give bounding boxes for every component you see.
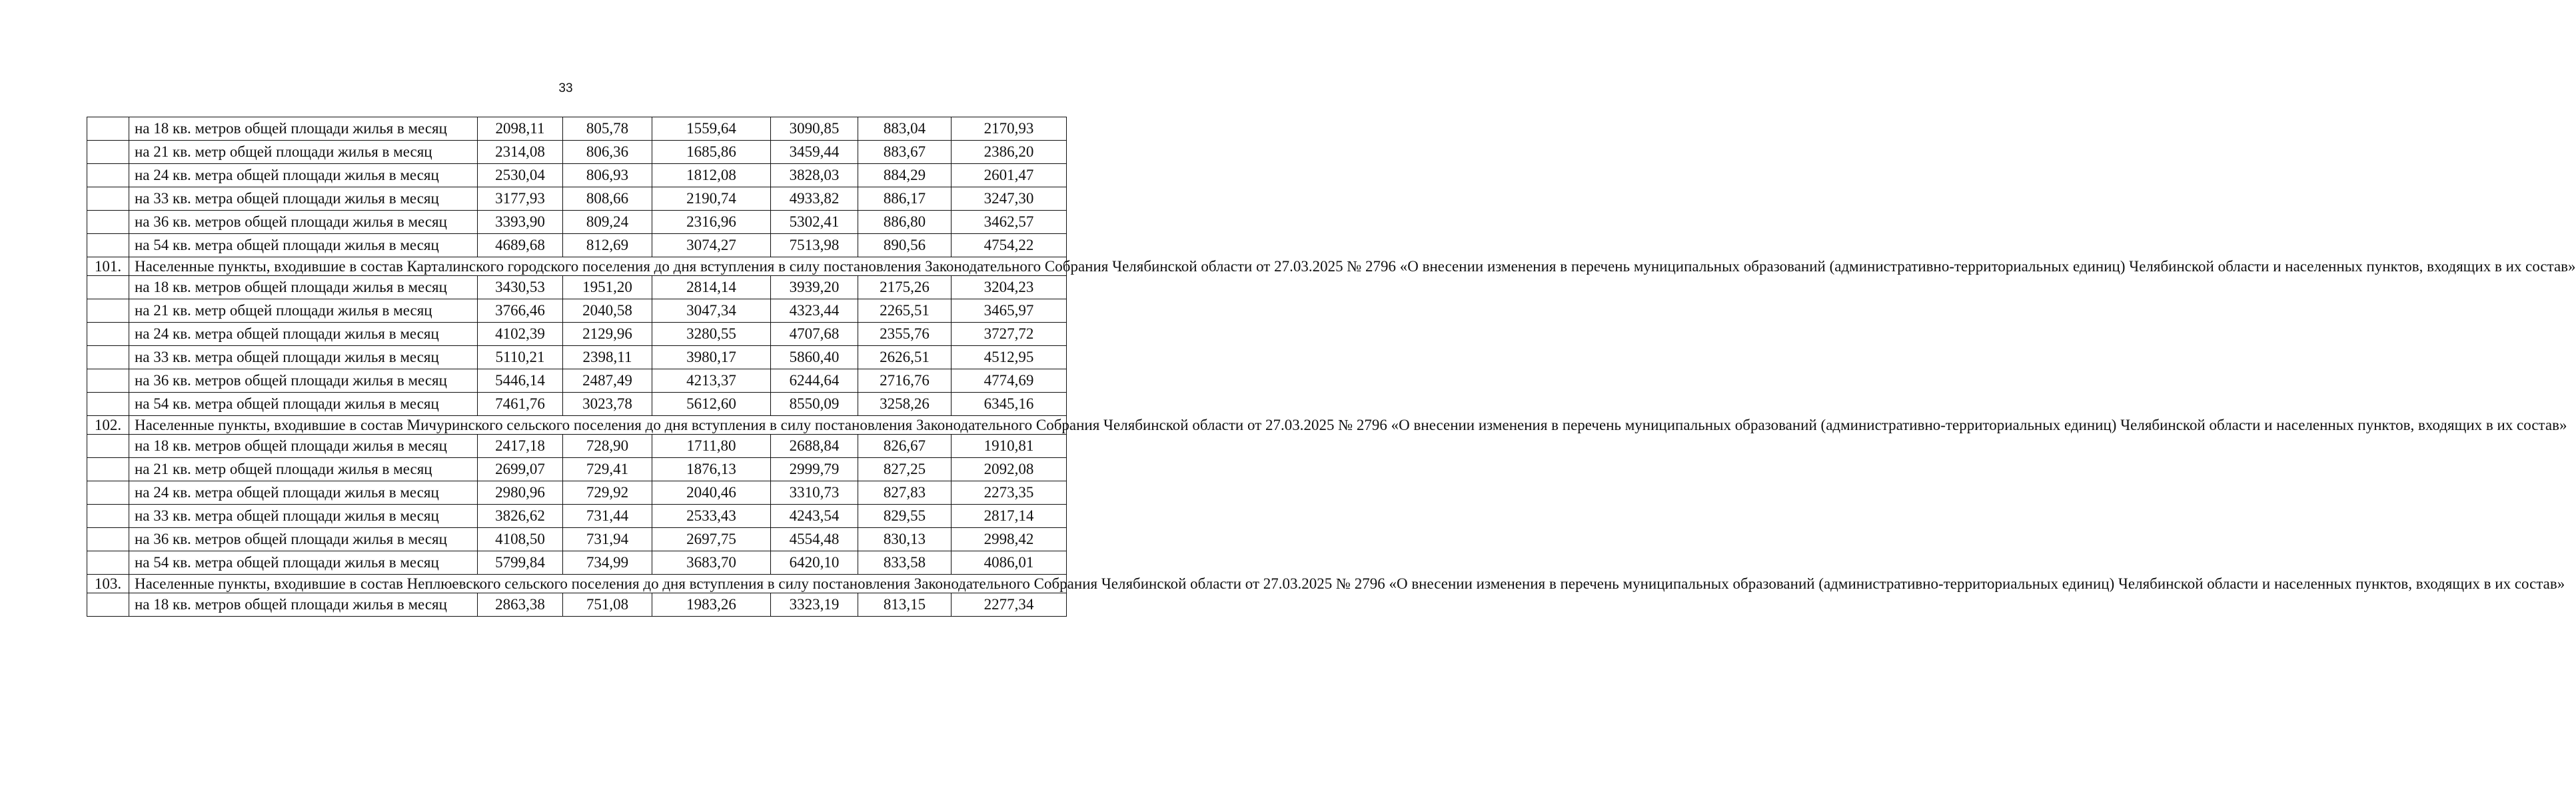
section-header-row (87, 575, 1067, 593)
row-index (87, 458, 129, 481)
table-row (87, 393, 1067, 416)
row-index (87, 593, 129, 617)
section-description: Населенные пункты, входившие в состав Карталинского городского поселения до дня вступления в силу постановления Законодательного Собрания Челябинской области от 27.03.2025 № 2796 «О внесении изменения в перечень муниципальных образований (административно-территориальных единиц) Челябинской области и населенных пунктов, входящих в их состав» (129, 257, 1067, 276)
row-index (87, 117, 129, 141)
value-cell: 4213,37 (652, 369, 771, 393)
row-index (87, 435, 129, 458)
row-label: на 24 кв. метра общей площади жилья в месяц (129, 164, 478, 187)
section-description: Населенные пункты, входившие в состав Мичуринского сельского поселения до дня вступления в силу постановления Законодательного Собрания Челябинской области от 27.03.2025 № 2796 «О внесении изменения в перечень муниципальных образований (административно-территориальных единиц) Челябинской области и населенных пунктов, входящих в их состав» (129, 416, 1067, 435)
value-cell: 5612,60 (652, 393, 771, 416)
value-cell: 3047,34 (652, 299, 771, 323)
value-cell: 1983,26 (652, 593, 771, 617)
value-cell: 2190,74 (652, 187, 771, 211)
value-cell: 2530,04 (478, 164, 563, 187)
value-cell: 3980,17 (652, 346, 771, 369)
value-cell: 833,58 (858, 551, 952, 575)
row-label: на 18 кв. метров общей площади жилья в месяц (129, 117, 478, 141)
value-cell: 3459,44 (771, 141, 858, 164)
row-index (87, 323, 129, 346)
value-cell: 2273,35 (952, 481, 1067, 505)
value-cell: 805,78 (563, 117, 652, 141)
value-cell: 2417,18 (478, 435, 563, 458)
value-cell: 4707,68 (771, 323, 858, 346)
value-cell: 2697,75 (652, 528, 771, 551)
row-index (87, 393, 129, 416)
value-cell: 809,24 (563, 211, 652, 234)
row-label: на 21 кв. метр общей площади жилья в месяц (129, 458, 478, 481)
value-cell: 2386,20 (952, 141, 1067, 164)
value-cell: 3310,73 (771, 481, 858, 505)
value-cell: 2316,96 (652, 211, 771, 234)
section-header-row (87, 416, 1067, 435)
value-cell: 4774,69 (952, 369, 1067, 393)
value-cell: 1685,86 (652, 141, 771, 164)
value-cell: 2699,07 (478, 458, 563, 481)
value-cell: 2999,79 (771, 458, 858, 481)
row-index (87, 276, 129, 299)
value-cell: 827,25 (858, 458, 952, 481)
row-index: 102. (87, 416, 129, 435)
value-cell: 5302,41 (771, 211, 858, 234)
row-label: на 21 кв. метр общей площади жилья в месяц (129, 141, 478, 164)
value-cell: 751,08 (563, 593, 652, 617)
value-cell: 2688,84 (771, 435, 858, 458)
row-label: на 24 кв. метра общей площади жилья в месяц (129, 481, 478, 505)
value-cell: 3766,46 (478, 299, 563, 323)
row-index (87, 187, 129, 211)
value-cell: 5446,14 (478, 369, 563, 393)
value-cell: 3462,57 (952, 211, 1067, 234)
value-cell: 7513,98 (771, 234, 858, 257)
value-cell: 4512,95 (952, 346, 1067, 369)
value-cell: 808,66 (563, 187, 652, 211)
value-cell: 3204,23 (952, 276, 1067, 299)
value-cell: 2626,51 (858, 346, 952, 369)
page-number: 33 (558, 81, 573, 95)
value-cell: 812,69 (563, 234, 652, 257)
value-cell: 2265,51 (858, 299, 952, 323)
row-index (87, 505, 129, 528)
value-cell: 3683,70 (652, 551, 771, 575)
table-row (87, 164, 1067, 187)
value-cell: 729,41 (563, 458, 652, 481)
row-label: на 54 кв. метра общей площади жилья в месяц (129, 234, 478, 257)
value-cell: 4102,39 (478, 323, 563, 346)
section-description: Населенные пункты, входившие в состав Неплюевского сельского поселения до дня вступления в силу постановления Законодательного Собрания Челябинской области от 27.03.2025 № 2796 «О внесении изменения в перечень муниципальных образований (административно-территориальных единиц) Челябинской области и населенных пунктов, входящих в их состав» (129, 575, 1067, 593)
value-cell: 829,55 (858, 505, 952, 528)
row-label: на 36 кв. метров общей площади жилья в месяц (129, 211, 478, 234)
table-row (87, 299, 1067, 323)
value-cell: 4243,54 (771, 505, 858, 528)
value-cell: 6244,64 (771, 369, 858, 393)
value-cell: 3177,93 (478, 187, 563, 211)
value-cell: 2533,43 (652, 505, 771, 528)
row-label: на 33 кв. метра общей площади жилья в месяц (129, 346, 478, 369)
value-cell: 2129,96 (563, 323, 652, 346)
value-cell: 2716,76 (858, 369, 952, 393)
row-index (87, 299, 129, 323)
value-cell: 4108,50 (478, 528, 563, 551)
value-cell: 3074,27 (652, 234, 771, 257)
value-cell: 806,93 (563, 164, 652, 187)
value-cell: 2817,14 (952, 505, 1067, 528)
value-cell: 1951,20 (563, 276, 652, 299)
value-cell: 826,67 (858, 435, 952, 458)
value-cell: 729,92 (563, 481, 652, 505)
row-index: 103. (87, 575, 129, 593)
row-label: на 54 кв. метра общей площади жилья в месяц (129, 551, 478, 575)
value-cell: 3828,03 (771, 164, 858, 187)
row-label: на 18 кв. метров общей площади жилья в месяц (129, 593, 478, 617)
value-cell: 4086,01 (952, 551, 1067, 575)
value-cell: 8550,09 (771, 393, 858, 416)
row-index (87, 234, 129, 257)
value-cell: 5799,84 (478, 551, 563, 575)
table-row (87, 481, 1067, 505)
rates-table (87, 117, 2576, 617)
value-cell: 2980,96 (478, 481, 563, 505)
value-cell: 2487,49 (563, 369, 652, 393)
section-header-row (87, 257, 1067, 276)
row-label: на 21 кв. метр общей площади жилья в месяц (129, 299, 478, 323)
value-cell: 3258,26 (858, 393, 952, 416)
value-cell: 3430,53 (478, 276, 563, 299)
value-cell: 731,44 (563, 505, 652, 528)
value-cell: 3023,78 (563, 393, 652, 416)
value-cell: 2040,46 (652, 481, 771, 505)
value-cell: 5860,40 (771, 346, 858, 369)
value-cell: 827,83 (858, 481, 952, 505)
value-cell: 883,67 (858, 141, 952, 164)
value-cell: 806,36 (563, 141, 652, 164)
row-index (87, 369, 129, 393)
value-cell: 2040,58 (563, 299, 652, 323)
table-row (87, 505, 1067, 528)
row-index (87, 211, 129, 234)
row-index (87, 528, 129, 551)
table-row (87, 551, 1067, 575)
row-index (87, 141, 129, 164)
value-cell: 2398,11 (563, 346, 652, 369)
table-row (87, 369, 1067, 393)
value-cell: 2998,42 (952, 528, 1067, 551)
value-cell: 6345,16 (952, 393, 1067, 416)
value-cell: 4689,68 (478, 234, 563, 257)
table-row (87, 593, 1067, 617)
table-row (87, 187, 1067, 211)
value-cell: 3323,19 (771, 593, 858, 617)
row-label: на 18 кв. метров общей площади жилья в месяц (129, 276, 478, 299)
row-index (87, 551, 129, 575)
row-index: 101. (87, 257, 129, 276)
row-label: на 18 кв. метров общей площади жилья в месяц (129, 435, 478, 458)
row-index (87, 346, 129, 369)
value-cell: 886,80 (858, 211, 952, 234)
value-cell: 2814,14 (652, 276, 771, 299)
row-label: на 24 кв. метра общей площади жилья в месяц (129, 323, 478, 346)
value-cell: 2314,08 (478, 141, 563, 164)
value-cell: 1812,08 (652, 164, 771, 187)
value-cell: 884,29 (858, 164, 952, 187)
row-index (87, 164, 129, 187)
value-cell: 4554,48 (771, 528, 858, 551)
value-cell: 4754,22 (952, 234, 1067, 257)
value-cell: 728,90 (563, 435, 652, 458)
value-cell: 731,94 (563, 528, 652, 551)
row-label: на 33 кв. метра общей площади жилья в месяц (129, 505, 478, 528)
value-cell: 5110,21 (478, 346, 563, 369)
row-label: на 54 кв. метра общей площади жилья в месяц (129, 393, 478, 416)
value-cell: 2863,38 (478, 593, 563, 617)
value-cell: 4323,44 (771, 299, 858, 323)
row-label: на 36 кв. метров общей площади жилья в месяц (129, 528, 478, 551)
value-cell: 1711,80 (652, 435, 771, 458)
value-cell: 3393,90 (478, 211, 563, 234)
value-cell: 2601,47 (952, 164, 1067, 187)
value-cell: 3090,85 (771, 117, 858, 141)
table-row (87, 323, 1067, 346)
value-cell: 1910,81 (952, 435, 1067, 458)
value-cell: 2355,76 (858, 323, 952, 346)
value-cell: 7461,76 (478, 393, 563, 416)
value-cell: 3247,30 (952, 187, 1067, 211)
table-row (87, 141, 1067, 164)
value-cell: 3727,72 (952, 323, 1067, 346)
value-cell: 3826,62 (478, 505, 563, 528)
table-row (87, 211, 1067, 234)
value-cell: 4933,82 (771, 187, 858, 211)
value-cell: 6420,10 (771, 551, 858, 575)
value-cell: 813,15 (858, 593, 952, 617)
value-cell: 2277,34 (952, 593, 1067, 617)
table-row (87, 234, 1067, 257)
value-cell: 734,99 (563, 551, 652, 575)
value-cell: 1876,13 (652, 458, 771, 481)
table-row (87, 435, 1067, 458)
value-cell: 2092,08 (952, 458, 1067, 481)
table-row (87, 458, 1067, 481)
row-label: на 36 кв. метров общей площади жилья в месяц (129, 369, 478, 393)
value-cell: 3939,20 (771, 276, 858, 299)
rates-table-body (87, 117, 2576, 617)
row-index (87, 481, 129, 505)
table-row (87, 346, 1067, 369)
value-cell: 3465,97 (952, 299, 1067, 323)
row-label: на 33 кв. метра общей площади жилья в месяц (129, 187, 478, 211)
value-cell: 883,04 (858, 117, 952, 141)
value-cell: 3280,55 (652, 323, 771, 346)
value-cell: 2098,11 (478, 117, 563, 141)
table-row (87, 528, 1067, 551)
value-cell: 2170,93 (952, 117, 1067, 141)
value-cell: 2175,26 (858, 276, 952, 299)
value-cell: 890,56 (858, 234, 952, 257)
table-row (87, 276, 1067, 299)
value-cell: 886,17 (858, 187, 952, 211)
table-row (87, 117, 1067, 141)
value-cell: 830,13 (858, 528, 952, 551)
value-cell: 1559,64 (652, 117, 771, 141)
